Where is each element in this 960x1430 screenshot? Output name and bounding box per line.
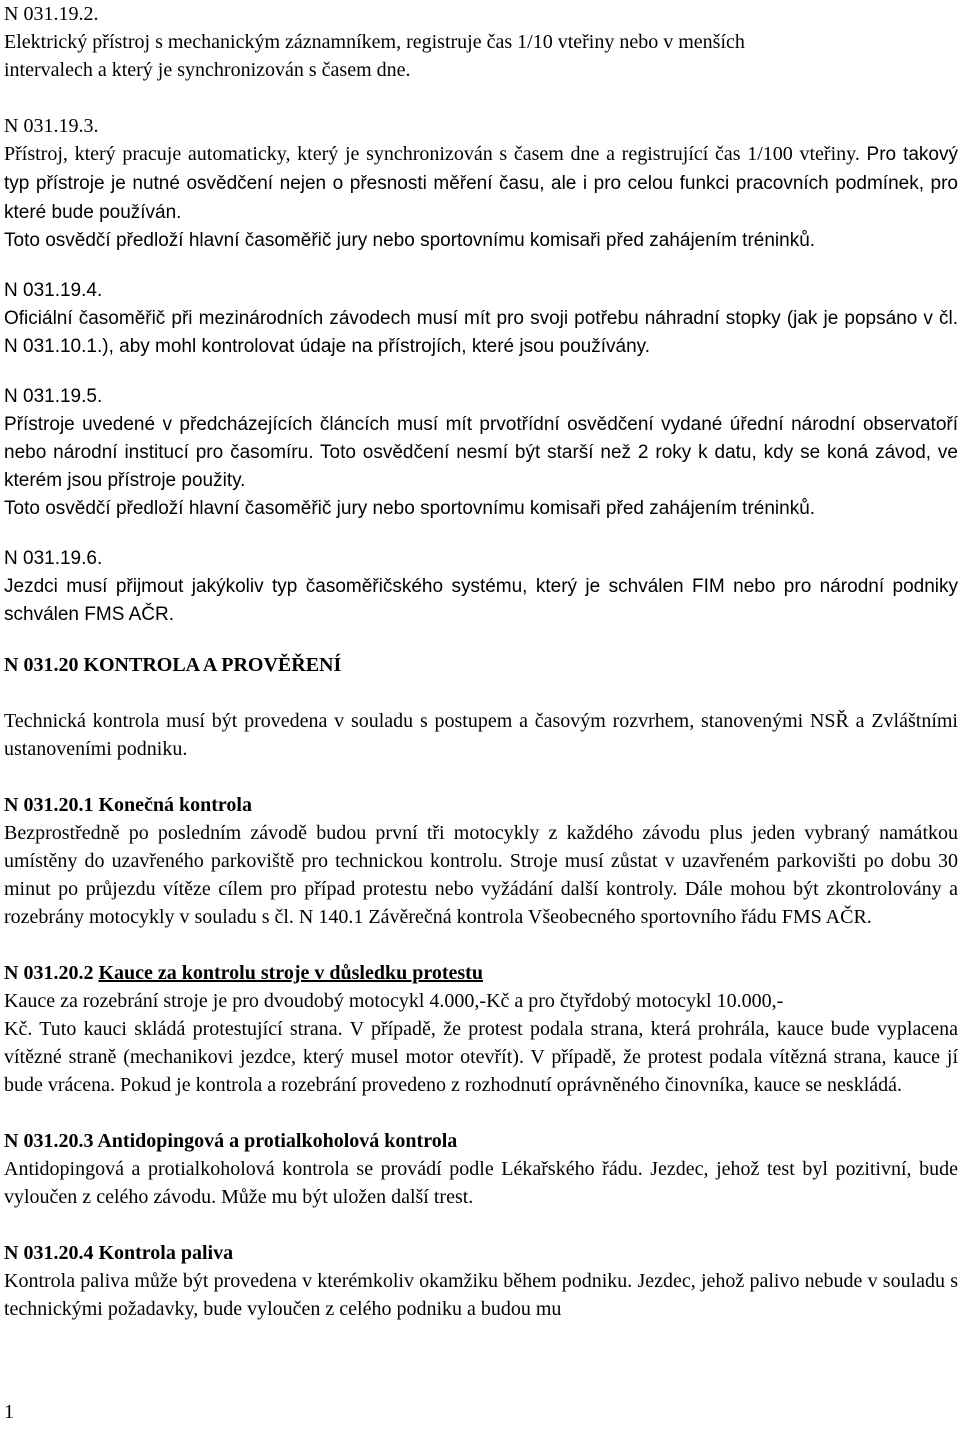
spacer (4, 1211, 958, 1239)
section-number: N 031.19.2. (4, 3, 99, 25)
body-paragraph: Oficiální časoměřič při mezinárodních závodech musí mít pro svoji potřebu náhradní stopky (jak je popsáno v čl. N 031.10.1.), aby mohl kontrolovat údaje na přístrojích, které jsou používány. (4, 308, 958, 357)
section-title (4, 791, 958, 819)
body-paragraph: Přístroje uvedené v předcházejících článcích musí mít prvotřídní osvědčení vydané úřední národní observatoří nebo národní institucí pro časomíru. Toto osvědčení nesmí být starší než 2 roky k datu, kdy se koná závod, ve kterém jsou přístroje použity. (4, 414, 958, 491)
spacer (4, 84, 958, 112)
body-line: Elektrický přístroj s mechanickým záznamníkem, registruje čas 1/10 vteřiny nebo v menších (4, 31, 745, 53)
section-031-19-3 (4, 112, 958, 255)
body-paragraph (4, 140, 958, 227)
section-number: N 031.20.1 (4, 794, 94, 816)
page-number: 1 (4, 1401, 14, 1423)
section-031-19-5 (4, 383, 958, 523)
section-031-20 (4, 651, 958, 763)
section-title-text: Antidopingová a protialkoholová kontrola (97, 1130, 458, 1152)
body-paragraph: Technická kontrola musí být provedena v souladu s postupem a časovým rozvrhem, stanovenými NSŘ a Zvláštními ustanoveními podniku. (4, 710, 958, 760)
spacer (4, 255, 958, 277)
section-number: N 031.19.3. (4, 115, 99, 137)
body-paragraph: Bezprostředně po posledním závodě budou první tři motocykly z každého závodu plus jeden vybraný namátkou umístěny do uzavřeného parkoviště pro technickou kontrolu. Stroje musí zůstat v uzavřeném parkovišti po dobu 30 minut po průjezdu vítěze cílem pro případ protestu nebo vyžádání další kontroly. Dále mohou být zkontrolovány a rozebrány motocykly v souladu s čl. N 140.1 Závěrečná kontrola Všeobecného sportovního řádu FMS AČR. (4, 822, 958, 928)
spacer (4, 523, 958, 545)
spacer (4, 361, 958, 383)
section-title-text: Kauce za kontrolu stroje v důsledku protestu (98, 962, 483, 984)
body-paragraph: Kč. Tuto kauci skládá protestující strana. V případě, že protest podala strana, která prohrála, kauce bude vyplacena vítězné straně (mechanikovi jezdce, který musel motor otevřít). V případě, že protest podala vítězná strana, kauce jí bude vrácena. Pokud je kontrola a rozebrání provedeno z rozhodnutí oprávněného činovníka, kauce se neskládá. (4, 1018, 958, 1096)
note-line: Toto osvědčí předloží hlavní časoměřič jury nebo sportovnímu komisaři před zahájením tréninků. (4, 498, 816, 519)
section-title-text: Kontrola paliva (98, 1242, 234, 1264)
section-number: N 031.20.3 (4, 1130, 94, 1152)
section-title-text: Konečná kontrola (98, 794, 252, 816)
section-title (4, 959, 958, 987)
section-031-20-3 (4, 1127, 958, 1211)
body-text-serif: Přístroj, který pracuje automaticky, který je synchronizován s časem dne a registrující čas 1/100 vteřiny. (4, 143, 860, 165)
section-number: N 031.20.2 (4, 962, 94, 984)
body-text-sans: Pro takový typ přístroje je nutné osvědčení nejen o přesnosti měření času, ale i pro celou funkci pracovních podmínek, pro které bude používán. (4, 144, 958, 223)
section-title (4, 1127, 958, 1155)
spacer (4, 1099, 958, 1127)
section-number: N 031.19.6. (4, 548, 103, 569)
section-031-19-6 (4, 545, 958, 629)
spacer (4, 679, 958, 707)
section-number: N 031.19.4. (4, 280, 103, 301)
body-line: intervalech a který je synchronizován s časem dne. (4, 59, 411, 81)
body-paragraph: Antidopingová a protialkoholová kontrola se provádí podle Lékařského řádu. Jezdec, jehož test byl pozitivní, bude vyloučen z celého závodu. Může mu být uložen další trest. (4, 1158, 958, 1208)
spacer (4, 931, 958, 959)
body-paragraph: Jezdci musí přijmout jakýkoliv typ časoměřičského systému, který je schválen FIM nebo pro národní podniky schválen FMS AČR. (4, 576, 958, 625)
spacer (4, 763, 958, 791)
section-title (4, 1239, 958, 1267)
body-line: Kauce za rozebrání stroje je pro dvoudobý motocykl 4.000,-Kč a pro čtyřdobý motocykl 10.000,- (4, 990, 784, 1012)
section-031-19-4 (4, 277, 958, 361)
body-paragraph: Kontrola paliva může být provedena v kterémkoliv okamžiku během podniku. Jezdec, jehož palivo nebude v souladu s technickými požadavky, bude vyloučen z celého podniku a budou mu (4, 1270, 958, 1320)
section-031-19-2 (4, 0, 958, 84)
document-page (4, 0, 958, 1323)
section-031-20-1 (4, 791, 958, 931)
section-031-20-4 (4, 1239, 958, 1323)
section-031-20-2 (4, 959, 958, 1099)
section-number: N 031.19.5. (4, 386, 103, 407)
section-number: N 031.20.4 (4, 1242, 94, 1264)
note-line: Toto osvědčí předloží hlavní časoměřič jury nebo sportovnímu komisaři před zahájením tréninků. (4, 230, 816, 251)
section-heading: N 031.20 KONTROLA A PROVĚŘENÍ (4, 654, 342, 676)
spacer (4, 629, 958, 651)
